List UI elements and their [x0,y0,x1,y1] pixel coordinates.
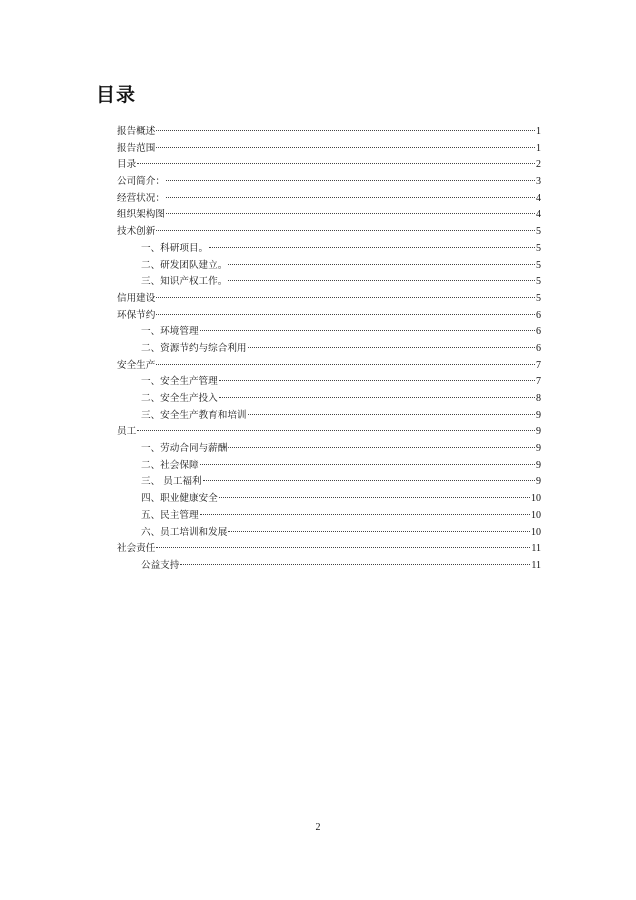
toc-entry[interactable] [117,408,541,425]
dot-leader [156,230,535,231]
toc-entry[interactable] [117,441,541,458]
toc-entry-title: 公司简介： [117,176,165,188]
toc-entry-title: 二、安全生产投入 [141,393,218,404]
dot-leader [200,464,535,465]
toc-entry-page-number: 6 [536,342,541,354]
dot-leader [203,480,535,481]
dot-leader [137,430,535,431]
toc-entry-title: 三、安全生产教育和培训 [141,409,247,421]
dot-leader [219,380,535,381]
toc-entry[interactable] [117,308,541,325]
toc-entry-page-number: 9 [536,443,541,455]
toc-entry-title: 六、员工培训和发展 [141,526,228,538]
toc-entry[interactable] [117,558,541,575]
toc-entry-page-number: 10 [531,526,541,538]
toc-entry-page-number: 7 [536,359,541,371]
toc-entry-title: 一、安全生产管理 [141,376,218,388]
toc-entry-title: 三、知识产权工作。 [141,276,228,288]
toc-entry-page-number: 11 [531,559,541,571]
page-number: 2 [315,822,321,833]
toc-entry[interactable] [117,374,541,391]
dot-leader [248,347,535,348]
toc-entry-page-number: 7 [536,376,541,388]
toc-entry[interactable] [117,191,541,208]
dot-leader [156,130,535,131]
table-of-contents [117,124,541,575]
toc-entry-page-number: 9 [536,409,541,421]
toc-entry[interactable] [117,541,541,558]
toc-entry-page-number: 3 [536,176,541,188]
toc-entry-title: 五、民主管理 [141,509,199,521]
toc-entry-title: 员工 [117,426,137,438]
toc-entry-title: 组织架构图 [117,209,165,221]
toc-entry-page-number: 5 [536,292,541,304]
toc-entry-page-number: 9 [536,426,541,438]
dot-leader [166,180,535,181]
toc-entry[interactable] [117,424,541,441]
dot-leader [219,497,530,498]
toc-entry-title: 二、社会保障 [141,459,199,471]
toc-entry-page-number: 6 [536,309,541,321]
toc-entry-title: 三、 员工福利 [141,476,202,488]
toc-entry-title: 环保节约 [117,309,156,321]
dot-leader [200,330,535,331]
toc-entry-title: 四、职业健康安全 [141,493,218,505]
toc-entry-title: 一、劳动合同与薪酬 [141,443,228,455]
toc-entry-title: 技术创新 [117,226,156,238]
toc-entry[interactable] [117,274,541,291]
dot-leader [219,397,535,398]
dot-leader [228,531,530,532]
toc-entry-page-number: 4 [536,209,541,221]
dot-leader [137,163,535,164]
dot-leader [228,447,535,448]
toc-entry-page-number: 6 [536,326,541,338]
dot-leader [156,147,535,148]
toc-entry-page-number: 1 [536,142,541,154]
dot-leader [156,364,535,365]
dot-leader [209,247,535,248]
toc-entry-page-number: 9 [536,476,541,488]
toc-heading: 目录 [96,84,137,106]
dot-leader [166,213,535,214]
toc-entry[interactable] [117,258,541,275]
toc-entry[interactable] [117,141,541,158]
toc-entry[interactable] [117,324,541,341]
toc-entry[interactable] [117,224,541,241]
toc-entry-title: 报告概述 [117,126,156,137]
toc-entry[interactable] [117,241,541,258]
toc-entry-page-number: 9 [536,459,541,471]
toc-entry-title: 报告范围 [117,142,156,154]
toc-entry[interactable] [117,358,541,375]
toc-entry[interactable] [117,391,541,408]
toc-entry-page-number: 10 [531,509,541,521]
toc-entry[interactable] [117,458,541,475]
toc-entry-title: 公益支持 [141,559,180,571]
toc-entry[interactable] [117,491,541,508]
toc-entry-page-number: 1 [536,126,541,137]
toc-entry[interactable] [117,341,541,358]
toc-entry-title: 一、环境管理 [141,326,199,338]
toc-entry-page-number: 11 [531,543,541,555]
toc-entry[interactable] [117,508,541,525]
toc-entry-page-number: 8 [536,393,541,404]
toc-entry-title: 二、资源节约与综合利用 [141,342,247,354]
toc-entry-page-number: 10 [531,493,541,505]
toc-entry-title: 目录 [117,159,137,171]
dot-leader [200,514,530,515]
toc-entry-page-number: 5 [536,242,541,254]
dot-leader [248,414,535,415]
toc-entry-title: 二、研发团队建立。 [141,259,228,271]
toc-entry[interactable] [117,291,541,308]
toc-entry-title: 经营状况： [117,192,165,204]
dot-leader [228,280,535,281]
toc-entry-page-number: 5 [536,226,541,238]
toc-entry[interactable] [117,207,541,224]
dot-leader [180,564,530,565]
toc-entry[interactable] [117,124,541,141]
dot-leader [156,297,535,298]
toc-entry[interactable] [117,525,541,542]
dot-leader [156,314,535,315]
toc-entry-page-number: 2 [536,159,541,171]
toc-entry-page-number: 5 [536,276,541,288]
dot-leader [156,547,530,548]
toc-entry-title: 社会责任 [117,543,156,555]
toc-entry-title: 安全生产 [117,359,156,371]
toc-entry-page-number: 5 [536,259,541,271]
toc-entry-title: 一、科研项目。 [141,242,209,254]
toc-entry[interactable] [117,157,541,174]
toc-entry[interactable] [117,474,541,491]
toc-entry[interactable] [117,174,541,191]
toc-entry-title: 信用建设 [117,292,156,304]
toc-entry-page-number: 4 [536,192,541,204]
dot-leader [166,197,535,198]
dot-leader [228,264,535,265]
